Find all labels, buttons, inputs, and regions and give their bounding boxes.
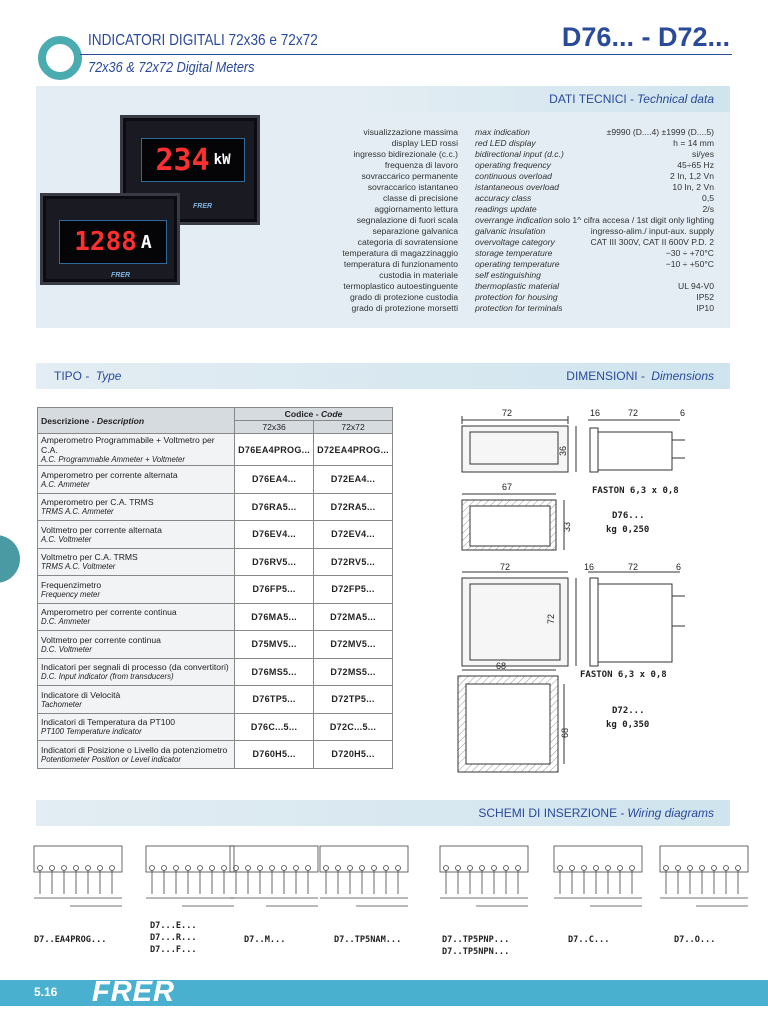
- type-description: [38, 548, 235, 576]
- description-it: Amperometro per corrente continua: [41, 607, 177, 618]
- description-it: Amperometro per C.A. TRMS: [41, 497, 154, 508]
- d76-weight-label: kg 0,250: [606, 525, 650, 535]
- technical-data-banner: [360, 86, 730, 112]
- description-en: PT100 Temperature indicator: [41, 727, 142, 737]
- wiring-schematic: [316, 838, 412, 918]
- type-description: [38, 434, 235, 466]
- d76-width-label: 72: [502, 408, 513, 418]
- type-description: [38, 686, 235, 714]
- wiring-label: [674, 934, 715, 946]
- type-heading: TIPO - Type: [54, 369, 122, 383]
- type-description: [38, 631, 235, 659]
- code-72x36: D76TP5...: [235, 686, 314, 714]
- code-72x36: D76RV5...: [235, 548, 314, 576]
- code-72x36: D76RA5...: [235, 493, 314, 521]
- spec-labels-it: [238, 127, 458, 314]
- meter-brand: FRER: [111, 272, 131, 279]
- spec-en-cell: istantaneous overload: [475, 182, 560, 192]
- type-dimensions-banner: [36, 363, 730, 389]
- wiring-diagram: [316, 838, 416, 968]
- type-row: [38, 631, 393, 659]
- spec-it-cell: visualizzazione massima: [363, 127, 458, 137]
- wiring-heading-en: Wiring diagrams: [627, 806, 714, 820]
- spec-en-cell: overvoltage category: [475, 237, 555, 247]
- wiring-label-line: D7..EA4PROG...: [34, 935, 107, 945]
- wiring-label: [442, 934, 509, 958]
- spec-en-cell: operating frequency: [475, 160, 551, 170]
- code-72x36: D760H5...: [235, 741, 314, 769]
- wiring-label: [568, 934, 609, 946]
- description-en: D.C. Voltmeter: [41, 644, 92, 654]
- d72-height-label: 72: [546, 613, 557, 625]
- type-description: [38, 521, 235, 549]
- wiring-schematic: [656, 838, 752, 918]
- description-en: A.C. Programmable Ammeter + Voltmeter: [41, 455, 185, 464]
- wiring-label: [334, 934, 401, 946]
- meter-reading: 234: [155, 142, 210, 178]
- code-col-72x36: 72x36: [235, 421, 314, 434]
- wiring-diagram: [656, 838, 756, 968]
- spec-val-cell: h = 14 mm: [673, 138, 714, 148]
- brand-ring-icon: [38, 36, 82, 80]
- spec-it-cell: segnalazione di fuori scala: [356, 215, 458, 225]
- spec-it-cell: display LED rossi: [391, 138, 458, 148]
- spec-en-cell: red LED display: [475, 138, 536, 148]
- banner-label-it: DATI TECNICI -: [549, 92, 635, 106]
- code-72x36: D76EA4PROG...: [235, 434, 314, 466]
- code-72x72: D72MS5...: [314, 658, 393, 686]
- page-title: INDICATORI DIGITALI 72x36 e 72x72: [88, 32, 318, 49]
- type-description: [38, 741, 235, 769]
- type-row: [38, 713, 393, 741]
- wiring-schematic: [226, 838, 322, 918]
- description-it: Frequenzimetro: [41, 579, 102, 590]
- d76-faston-label: FASTON 6,3 x 0,8: [592, 486, 679, 496]
- spec-en-cell: max indication: [475, 127, 530, 137]
- type-row: [38, 493, 393, 521]
- wiring-heading-it: SCHEMI DI INSERZIONE -: [478, 806, 625, 820]
- d72-model-label: D72...: [612, 706, 645, 716]
- description-it: Voltmetro per corrente alternata: [41, 524, 162, 535]
- wiring-banner: [36, 800, 730, 826]
- wiring-label-line: D7..TP5NPN...: [442, 947, 510, 957]
- d72-faston-label: FASTON 6,3 x 0,8: [580, 670, 667, 680]
- d72-side-c-label: 6: [676, 562, 682, 572]
- d76-height-label: 36: [558, 445, 569, 457]
- spec-en-cell: operating temperature: [475, 259, 560, 269]
- description-en: D.C. Ammeter: [41, 617, 91, 627]
- code-72x72: D72RV5...: [314, 548, 393, 576]
- wiring-diagrams-row: [30, 838, 730, 968]
- spec-it-cell: temperatura di magazzinaggio: [342, 248, 458, 258]
- spec-it-cell: termoplastico autoestinguente: [343, 281, 458, 291]
- type-row: [38, 658, 393, 686]
- d76-side-b-label: 72: [628, 408, 639, 418]
- type-row: [38, 548, 393, 576]
- spec-val-cell: IP10: [696, 303, 714, 313]
- wiring-label-line: D7...R...: [150, 933, 197, 943]
- description-it: Voltmetro per C.A. TRMS: [41, 552, 138, 563]
- spec-val-cell: −30 ÷ +70°C: [665, 248, 714, 258]
- description-en: TRMS A.C. Voltmeter: [41, 562, 116, 572]
- page-subtitle: 72x36 & 72x72 Digital Meters: [88, 59, 255, 76]
- description-it: Indicatori di Posizione o Livello da potenziometro: [41, 744, 228, 755]
- spec-val-cell: UL 94-V0: [678, 281, 714, 291]
- spec-val-cell: solo 1^ cifra accesa / 1st digit only lighting: [554, 215, 714, 225]
- spec-val-cell: 10 In, 2 Vn: [672, 182, 714, 192]
- spec-it-cell: sovraccarico permanente: [361, 171, 458, 181]
- spec-en-cell: thermoplastic material: [475, 281, 560, 291]
- spec-it-cell: custodia in materiale: [379, 270, 458, 280]
- spec-en-cell: storage temperature: [475, 248, 553, 258]
- spec-it-cell: frequenza di lavoro: [384, 160, 458, 170]
- type-row: [38, 603, 393, 631]
- description-en: D.C. Input indicator (from transducers): [41, 672, 174, 682]
- description-it: Voltmetro per corrente continua: [41, 634, 161, 645]
- type-description: [38, 576, 235, 604]
- wiring-label: [150, 920, 197, 956]
- description-en: Tachometer: [41, 699, 82, 709]
- code-72x36: D76MS5...: [235, 658, 314, 686]
- dimension-drawings: [440, 400, 740, 780]
- spec-en-cell: protection for housing: [475, 292, 558, 302]
- code-72x36: D76EA4...: [235, 466, 314, 494]
- spec-values: [520, 127, 714, 314]
- spec-it-cell: grado di protezione morsetti: [351, 303, 458, 313]
- code-header: Codice - Code: [235, 408, 393, 421]
- meter-72x36-photo: [40, 193, 180, 285]
- description-header: Descrizione - Description: [38, 408, 235, 434]
- code-col-72x72: 72x72: [314, 421, 393, 434]
- wiring-diagram: [550, 838, 650, 968]
- description-it: Amperometro per corrente alternata: [41, 469, 178, 480]
- wiring-label-line: D7..TP5NAM...: [334, 935, 402, 945]
- spec-en-cell: accuracy class: [475, 193, 532, 203]
- wiring-label-line: D7..C...: [568, 935, 610, 945]
- type-description: [38, 493, 235, 521]
- spec-val-cell: IP52: [696, 292, 714, 302]
- code-72x72: D72C...5...: [314, 713, 393, 741]
- spec-en-cell: galvanic insulation: [475, 226, 546, 236]
- d72-cut-width-label: 68: [496, 661, 507, 671]
- spec-it-cell: separazione galvanica: [372, 226, 458, 236]
- code-72x72: D72EA4PROG...: [314, 434, 393, 466]
- wiring-label-line: D7...F...: [150, 945, 197, 955]
- spec-it-cell: sovraccarico istantaneo: [367, 182, 458, 192]
- wiring-label: [34, 934, 106, 946]
- page-number: 5.16: [34, 985, 58, 999]
- d72-cut-height-label: 68: [560, 727, 571, 739]
- spec-val-cell: ingresso-alim./ input-aux. supply: [590, 226, 714, 236]
- code-72x72: D72MA5...: [314, 603, 393, 631]
- spec-it-cell: classe di precisione: [383, 193, 458, 203]
- wiring-label-line: D7..TP5PNP...: [442, 935, 510, 945]
- d72-side-a-label: 16: [584, 562, 595, 572]
- spec-en-cell: protection for terminals: [475, 303, 563, 313]
- d76-cut-height-label: 33: [562, 521, 573, 533]
- d76-side-a-label: 16: [590, 408, 601, 418]
- code-72x72: D72TP5...: [314, 686, 393, 714]
- spec-en-cell: continuous overload: [475, 171, 552, 181]
- spec-val-cell: CAT III 300V, CAT II 600V P.D. 2: [590, 237, 714, 247]
- spec-val-cell: ±9990 (D....4) ±1999 (D....5): [606, 127, 714, 137]
- code-72x36: D76EV4...: [235, 521, 314, 549]
- wiring-label-line: D7...E...: [150, 921, 197, 931]
- wiring-schematic: [436, 838, 532, 918]
- spec-en-cell: self estinguishing: [475, 270, 541, 280]
- code-72x72: D720H5...: [314, 741, 393, 769]
- meter-reading: 1288: [74, 227, 137, 257]
- wiring-schematic: [30, 838, 126, 918]
- wiring-schematic: [550, 838, 646, 918]
- d72-width-label: 72: [500, 562, 511, 572]
- wiring-diagram: [436, 838, 536, 968]
- d72-weight-label: kg 0,350: [606, 720, 650, 730]
- meter-unit: kW: [213, 152, 231, 168]
- d72-side-b-label: 72: [628, 562, 639, 572]
- description-it: Indicatori di Temperatura da PT100: [41, 717, 176, 728]
- type-description: [38, 603, 235, 631]
- code-72x36: D76C...5...: [235, 713, 314, 741]
- description-it: Indicatore di Velocità: [41, 689, 121, 700]
- type-row: [38, 741, 393, 769]
- spec-val-cell: −10 ÷ +50°C: [665, 259, 714, 269]
- description-en: Frequency meter: [41, 589, 100, 599]
- spec-val-cell: 2/s: [702, 204, 714, 214]
- spec-val-cell: 2 In, 1,2 Vn: [670, 171, 714, 181]
- description-en: A.C. Ammeter: [41, 479, 90, 489]
- spec-val-cell: 45÷65 Hz: [677, 160, 714, 170]
- wiring-label-line: D7..M...: [244, 935, 286, 945]
- type-description: [38, 658, 235, 686]
- d76-cut-width-label: 67: [502, 482, 513, 492]
- meter-brand: FRER: [193, 203, 213, 210]
- product-code: D76... - D72...: [561, 22, 730, 52]
- d76-model-label: D76...: [612, 511, 645, 521]
- description-en: A.C. Voltmeter: [41, 534, 92, 544]
- type-row: [38, 521, 393, 549]
- meter-unit: A: [140, 231, 152, 253]
- code-72x72: D72FP5...: [314, 576, 393, 604]
- brand-logo: FRER: [92, 976, 175, 1008]
- description-it: Amperometro Programmabile + Voltmetro per C.A.: [41, 435, 215, 455]
- code-72x72: D72EA4...: [314, 466, 393, 494]
- type-row: [38, 434, 393, 466]
- spec-val-cell: [520, 270, 714, 281]
- code-72x72: D72RA5...: [314, 493, 393, 521]
- spec-it-cell: grado di protezione custodia: [350, 292, 458, 302]
- type-row: [38, 466, 393, 494]
- code-72x36: D76FP5...: [235, 576, 314, 604]
- spec-en-cell: overrange indication: [475, 215, 553, 225]
- wiring-diagram: [226, 838, 326, 968]
- banner-label-en: Technical data: [637, 92, 714, 106]
- type-description: [38, 713, 235, 741]
- code-72x36: D76MA5...: [235, 603, 314, 631]
- dimensions-heading: DIMENSIONI - Dimensions: [566, 369, 714, 383]
- type-table: [37, 407, 393, 769]
- spec-it-cell: aggiornamento lettura: [374, 204, 458, 214]
- wiring-diagram: [30, 838, 130, 968]
- type-row: [38, 576, 393, 604]
- section-side-tab: [0, 535, 20, 583]
- wiring-schematic: [142, 838, 238, 918]
- spec-en-cell: bidirectional input (d.c.): [475, 149, 564, 159]
- code-72x36: D75MV5...: [235, 631, 314, 659]
- d76-side-c-label: 6: [680, 408, 686, 418]
- wiring-label-line: D7..O...: [674, 935, 716, 945]
- description-it: Indicatori per segnali di processo (da convertitori): [41, 662, 229, 673]
- code-72x72: D72EV4...: [314, 521, 393, 549]
- type-row: [38, 686, 393, 714]
- spec-it-cell: categoria di sovratensione: [357, 237, 458, 247]
- spec-it-cell: ingresso bidirezionale (c.c.): [353, 149, 458, 159]
- spec-val-cell: si/yes: [692, 149, 714, 159]
- spec-en-cell: readings update: [475, 204, 537, 214]
- spec-val-cell: 0,5: [702, 193, 714, 203]
- spec-it-cell: temperatura di funzionamento: [343, 259, 458, 269]
- type-description: [38, 466, 235, 494]
- code-72x72: D72MV5...: [314, 631, 393, 659]
- description-en: TRMS A.C. Ammeter: [41, 507, 114, 517]
- description-en: Potentiometer Position or Level indicator: [41, 754, 181, 764]
- header-rule: [80, 54, 732, 55]
- wiring-label: [244, 934, 285, 946]
